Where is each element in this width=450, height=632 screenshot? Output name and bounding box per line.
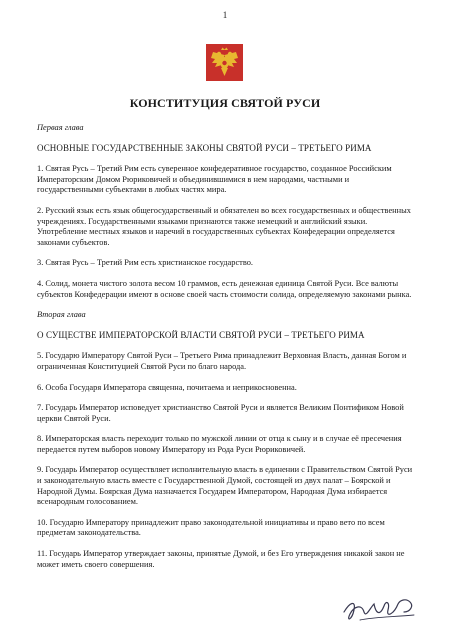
article-paragraph: 10. Государю Императору принадлежит право законодательной инициативы и право вето по всем предметам законодательства. <box>37 517 385 538</box>
signature-icon <box>340 590 420 626</box>
chapter-heading: О СУЩЕСТВЕ ИМПЕРАТОРСКОЙ ВЛАСТИ СВЯТОЙ РУСИ – ТРЕТЬЕГО РИМА <box>37 329 365 340</box>
document-title: КОНСТИТУЦИЯ СВЯТОЙ РУСИ <box>129 96 321 110</box>
chapter-label: Вторая глава <box>37 310 86 320</box>
double-headed-eagle-icon <box>206 44 243 81</box>
article-paragraph: 11. Государь Император утверждает законы, принятые Думой, и без Его утверждения никакой закон не может иметь своего совершения. <box>37 549 405 569</box>
chapter-label: Первая глава <box>37 123 84 132</box>
document-body <box>37 123 415 580</box>
article-paragraph: 3. Святая Русь – Третий Рим есть христианское государство. <box>37 258 253 268</box>
article-paragraph: 9. Государь Император осуществляет исполнительную власть в единении с Правительством Святой Руси и законодательную власть вместе с Государственной Думой, состоящей из двух палат – Боярской и Народной Думы. Боярская Дума назначается Государем Императором, Народная Дума избирается всенародным голосованием. <box>37 465 413 507</box>
article-paragraph: 2. Русский язык есть язык общегосударственный и обязателен во всех государственных и общественных учреждениях. Государственными языками признаются также немецкий и английский языки. Употребление местных языков и наречий в государственных субъектах Конфедерации определяется законами субъектов. <box>37 205 411 247</box>
page-number: 1 <box>222 10 228 20</box>
article-paragraph: 4. Солид, монета чистого золота весом 10 граммов, есть денежная единица Святой Руси. Все валюты субъектов Конфедерации имеют в основе своей часть стоимости солида, определяемую законами рынка. <box>37 278 412 299</box>
article-paragraph: 6. Особа Государя Императора священна, почитаема и неприкосновенна. <box>37 382 297 392</box>
article-paragraph: 7. Государь Император исповедует христианство Святой Руси и является Великим Понтификом Новой церкви Святой Руси. <box>37 403 404 423</box>
chapter-heading: ОСНОВНЫЕ ГОСУДАРСТВЕННЫЕ ЗАКОНЫ СВЯТОЙ РУСИ – ТРЕТЬЕГО РИМА <box>37 142 372 153</box>
article-paragraph: 8. Императорская власть переходит только по мужской линии от отца к сыну и в случае её пресечения передается путем выборов новому Императору из Рода Руси Рюриковичей. <box>37 434 402 454</box>
article-paragraph: 5. Государю Императору Святой Руси – Третьего Рима принадлежит Верховная Власть, данная Богом и ограниченная Конституцией Святой Руси по благо народа. <box>37 351 407 371</box>
article-paragraph: 1. Святая Русь – Третий Рим есть суверенное конфедеративное государство, созданное Российским Императорским Домом Рюриковичей и объединившимися в нем народами, частными и государственными субъектами в любых частях мира. <box>37 164 392 195</box>
